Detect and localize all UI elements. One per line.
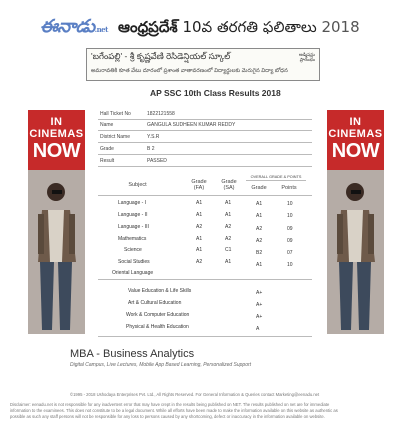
divider (246, 180, 306, 181)
mba-promo-title[interactable]: MBA - Business Analytics (70, 348, 195, 360)
page-title (118, 18, 360, 40)
divider (98, 195, 312, 196)
overall-points: 09 (287, 238, 293, 244)
divider (98, 119, 312, 120)
subject-name: Social Studies (118, 259, 150, 265)
footer-disclaimer-line: information to the examinees. This does not constitute to be a legal document. While all efforts have been made to make the information available on this website as authentic as (10, 408, 338, 413)
subject-name: Language - II (118, 212, 148, 218)
ad-line-in-cinemas: IN CINEMAS (328, 116, 383, 140)
label-grade: Grade (100, 146, 114, 152)
grade-sa: A1 (225, 259, 232, 265)
footer-disclaimer-line: possible as such any staff persons will not be responsible for any loss to persons caused by any shortcoming, defect or inaccuracy in the information available on website. (10, 414, 325, 419)
header-grade: Grade (251, 185, 267, 191)
subject-name: Oriental Language (112, 270, 154, 276)
co-curricular-grade: A+ (256, 314, 263, 320)
header-grade-sa: Grade (SA) (221, 179, 237, 191)
actor-figure-image (28, 170, 85, 334)
overall-points: 09 (287, 226, 293, 232)
grade-sa: A1 (225, 200, 232, 206)
value-grade: B 2 (147, 146, 155, 152)
right-cinema-ad[interactable] (327, 110, 384, 334)
label-result: Result (100, 158, 115, 164)
co-curricular-subject: Value Education & Life Skills (128, 288, 192, 294)
divider (98, 166, 312, 167)
ad-line-now: NOW (331, 140, 380, 162)
header-points: Points (281, 185, 297, 191)
divider (98, 142, 312, 143)
co-curricular-grade: A+ (256, 302, 263, 308)
grade-sa: C1 (225, 247, 232, 253)
divider (98, 336, 312, 337)
subject-name: Language - III (118, 224, 149, 230)
grade-sa: A2 (225, 224, 232, 230)
overall-points: 10 (287, 262, 293, 268)
header-grade-fa: Grade (FA) (191, 179, 207, 191)
grade-fa: A2 (196, 259, 203, 265)
co-curricular-subject: Art & Cultural Education (128, 300, 182, 306)
grade-fa: A1 (196, 247, 203, 253)
divider (98, 130, 312, 131)
footer-disclaimer-line: Disclaimer: eenadu.net is not responsible for any inadvertent error that may have crept in the results being published on NET. The results published on net are for immediate (10, 402, 330, 407)
divider (98, 154, 312, 155)
overall-grade: A1 (256, 213, 263, 219)
eenadu-logo[interactable]: ఈనాడు.net (40, 16, 108, 37)
banner-subline: అమరావతికి కూత వేటు దూరంలో ప్రశాంత వాతావరణంలో విద్యార్థులకు మెరుగైన విద్యా బోధన (91, 68, 288, 74)
subject-name: Language - I (118, 200, 147, 206)
co-curricular-grade: A+ (256, 290, 263, 296)
label-district: District Name (100, 134, 131, 140)
co-curricular-subject: Physical & Health Education (126, 324, 189, 330)
overall-grade: A2 (256, 226, 263, 232)
left-cinema-ad[interactable] (28, 110, 85, 334)
banner-headline: 'బగేంపల్లి' - శ్రీ కృష్ణవేణి రెసిడెన్షియల్ స్కూల్ (91, 51, 231, 61)
header-overall-group: OVERALL GRADE & POINTS (250, 175, 302, 179)
footer-copyright: ©1995 - 2018 Ushodaya Enterprises Pvt. Ltd., All Rights Reserved. For General Information & Queries contact Marketing@eenadu.net (70, 392, 320, 397)
title-year: 2018 (321, 18, 360, 36)
results-heading: AP SSC 10th Class Results 2018 (150, 88, 281, 98)
ad-line-in-cinemas: IN CINEMAS (29, 116, 84, 140)
actor-figure-image (327, 170, 384, 334)
mba-promo-subtitle: Digital Campus, Live Lectures, Mobile App Based Learning, Personalized Support (70, 362, 252, 368)
grade-sa: A2 (225, 236, 232, 242)
grade-sa: A1 (225, 212, 232, 218)
banner-badge: అడ్మిషన్లు ప్రారంభం (298, 52, 315, 62)
label-hall-ticket: Hall Ticket No (100, 111, 131, 117)
value-result: PASSED (147, 158, 167, 164)
title-rest: 10వ తరగతి ఫలితాలు (182, 18, 317, 36)
overall-points: 10 (287, 213, 293, 219)
overall-grade: B2 (256, 250, 263, 256)
label-name: Name (100, 122, 114, 128)
overall-points: 10 (287, 201, 293, 207)
subject-name: Science (124, 247, 142, 253)
grade-fa: A1 (196, 212, 203, 218)
subject-name: Mathematics (118, 236, 147, 242)
header-subject: Subject (128, 182, 147, 188)
divider (98, 279, 312, 280)
school-banner-ad[interactable] (86, 48, 320, 81)
value-district: Y.S.R (147, 134, 160, 140)
co-curricular-grade: A (256, 326, 260, 332)
grade-fa: A1 (196, 200, 203, 206)
grade-fa: A1 (196, 236, 203, 242)
grade-fa: A2 (196, 224, 203, 230)
co-curricular-subject: Work & Computer Education (126, 312, 190, 318)
overall-grade: A1 (256, 201, 263, 207)
overall-grade: A1 (256, 262, 263, 268)
value-name: GANGULA SUDHEEN KUMAR REDDY (147, 122, 236, 128)
title-state: ఆంధ్రప్రదేశ్ (118, 18, 178, 36)
overall-grade: A2 (256, 238, 263, 244)
overall-points: 07 (287, 250, 293, 256)
ad-line-now: NOW (32, 140, 81, 162)
value-hall-ticket: 1822121558 (147, 111, 175, 117)
